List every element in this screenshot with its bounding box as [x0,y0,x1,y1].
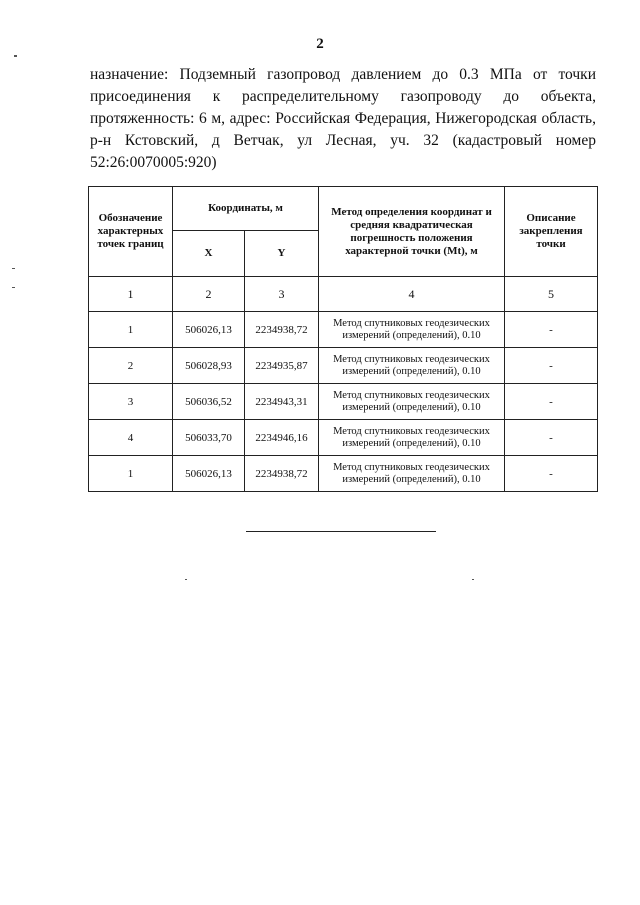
scan-speck [472,579,474,580]
y-cell: 2234935,87 [245,348,319,384]
point-cell: 3 [89,384,173,420]
y-cell: 2234946,16 [245,420,319,456]
method-cell: Метод спутниковых геодезических измерений (определений), 0.10 [319,384,505,420]
x-cell: 506036,52 [173,384,245,420]
x-cell: 506026,13 [173,312,245,348]
description-cell: - [505,312,598,348]
method-cell: Метод спутниковых геодезических измерений (определений), 0.10 [319,456,505,492]
coordinates-table [88,186,598,492]
table-row [89,348,598,384]
table-row [89,420,598,456]
x-cell: 506028,93 [173,348,245,384]
scan-speck [185,579,187,580]
point-cell: 1 [89,312,173,348]
y-cell: 2234938,72 [245,456,319,492]
y-cell: 2234943,31 [245,384,319,420]
method-cell: Метод спутниковых геодезических измерений (определений), 0.10 [319,312,505,348]
point-cell: 1 [89,456,173,492]
column-number: 2 [173,277,245,312]
scan-speck [14,55,17,57]
header-description: Описание закрепления точки [505,187,598,277]
x-cell: 506026,13 [173,456,245,492]
table-row [89,456,598,492]
page-number: 2 [316,36,324,52]
table-row [89,312,598,348]
table-row [89,384,598,420]
column-number-row [89,277,598,312]
scan-speck [12,268,15,269]
header-y: Y [245,231,319,277]
y-cell: 2234938,72 [245,312,319,348]
header-designation: Обозначение характерных точек границ [89,187,173,277]
method-cell: Метод спутниковых геодезических измерений (определений), 0.10 [319,348,505,384]
point-cell: 2 [89,348,173,384]
header-method: Метод определения координат и средняя квадратическая погрешность положения характерной точки (Mt), м [319,187,505,277]
x-cell: 506033,70 [173,420,245,456]
column-number: 5 [505,277,598,312]
description-cell: - [505,420,598,456]
column-number: 4 [319,277,505,312]
header-x: X [173,231,245,277]
object-description-paragraph: назначение: Подземный газопровод давлением до 0.3 МПа от точки присоединения к распределительному газопроводу до объекта, протяженность: 6 м, адрес: Российская Федерация, Нижегородская область, р-н Кстовский, д Ветчак, ул Лесная, уч. 32 (кадастровый номер 52:26:0070005:920) [90,66,596,171]
description-cell: - [505,384,598,420]
description-cell: - [505,456,598,492]
point-cell: 4 [89,420,173,456]
description-cell: - [505,348,598,384]
column-number: 3 [245,277,319,312]
end-divider [246,531,436,532]
header-coordinates: Координаты, м [173,187,319,231]
scan-speck [12,287,15,288]
column-number: 1 [89,277,173,312]
method-cell: Метод спутниковых геодезических измерений (определений), 0.10 [319,420,505,456]
